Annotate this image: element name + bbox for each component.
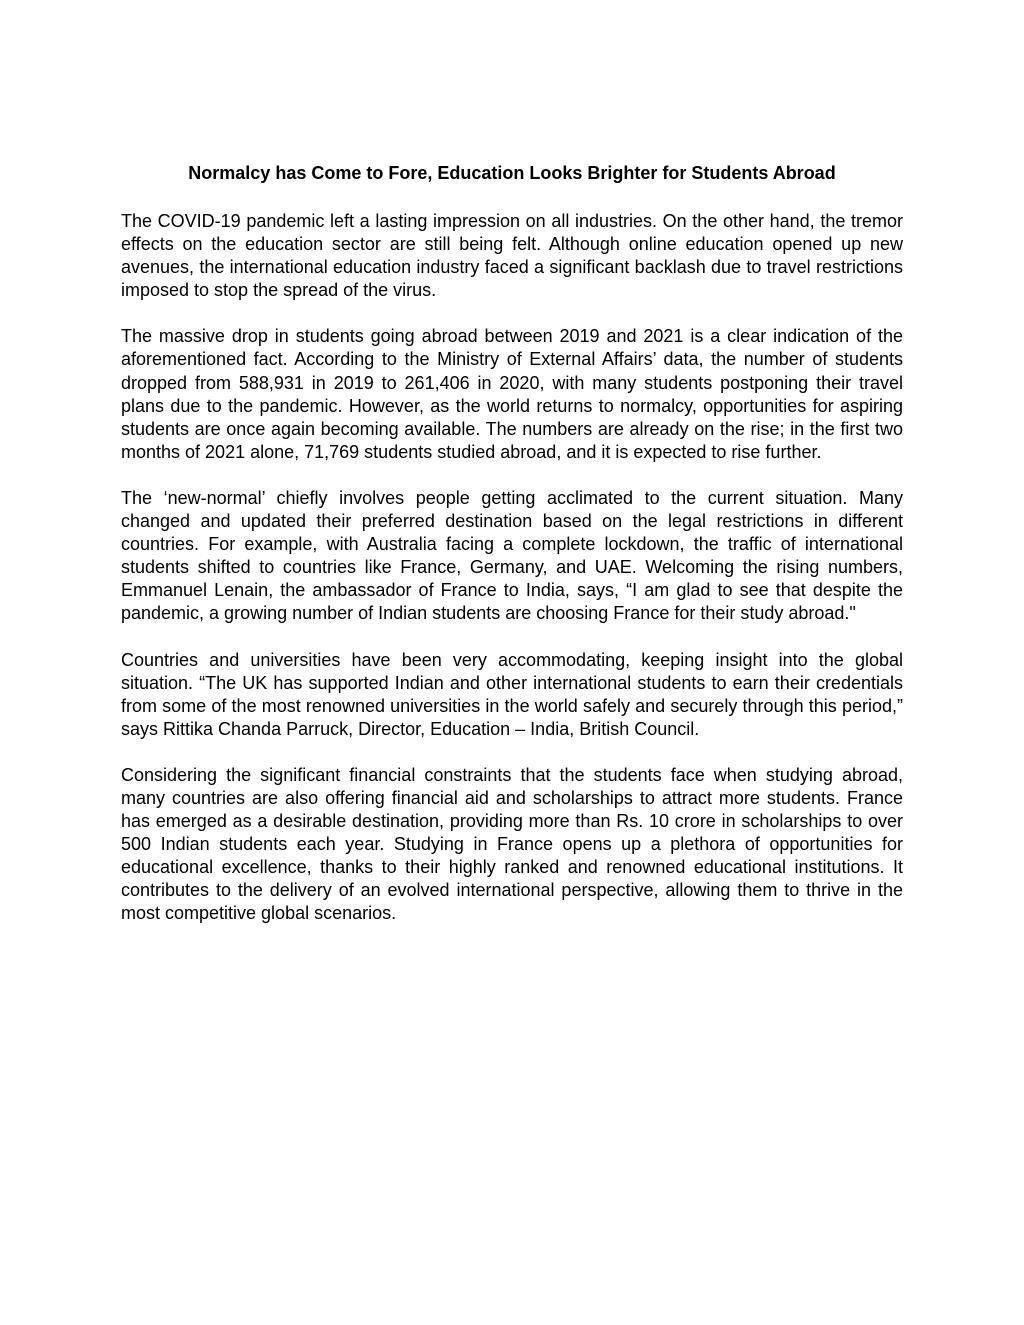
paragraph-5: Considering the significant financial constraints that the students face when studying abroad, many countries are also offering financial aid and scholarships to attract more students. France has emerged as a desirable destination, providing more than Rs. 10 crore in scholarships to over 500 Indian students each year. Studying in France opens up a plethora of opportunities for educational excellence, thanks to their highly ranked and renowned educational institutions. It contributes to the delivery of an evolved international perspective, allowing them to thrive in the most competitive global scenarios.	[121, 764, 903, 924]
document-body	[121, 162, 903, 949]
paragraph-1: The COVID-19 pandemic left a lasting impression on all industries. On the other hand, the tremor effects on the education sector are still being felt. Although online education opened up new avenues, the international education industry faced a significant backlash due to travel restrictions imposed to stop the spread of the virus.	[121, 211, 903, 301]
document-title: Normalcy has Come to Fore, Education Looks Brighter for Students Abroad	[188, 163, 836, 183]
paragraph-3: The ‘new-normal’ chiefly involves people getting acclimated to the current situation. Many changed and updated their preferred destination based on the legal restrictions in different countries. For example, with Australia facing a complete lockdown, the traffic of international students shifted to countries like France, Germany, and UAE. Welcoming the rising numbers, Emmanuel Lenain, the ambassador of France to India, says, “I am glad to see that despite the pandemic, a growing number of Indian students are choosing France for their study abroad."	[121, 487, 903, 624]
paragraph-2: The massive drop in students going abroad between 2019 and 2021 is a clear indication of the aforementioned fact. According to the Ministry of External Affairs’ data, the number of students dropped from 588,931 in 2019 to 261,406 in 2020, with many students postponing their travel plans due to the pandemic. However, as the world returns to normalcy, opportunities for aspiring students are once again becoming available. The numbers are already on the rise; in the first two months of 2021 alone, 71,769 students studied abroad, and it is expected to rise further.	[121, 326, 903, 462]
paragraph-4: Countries and universities have been very accommodating, keeping insight into the global situation. “The UK has supported Indian and other international students to earn their credentials from some of the most renowned universities in the world safely and securely through this period,” says Rittika Chanda Parruck, Director, Education – India, British Council.	[121, 649, 903, 739]
